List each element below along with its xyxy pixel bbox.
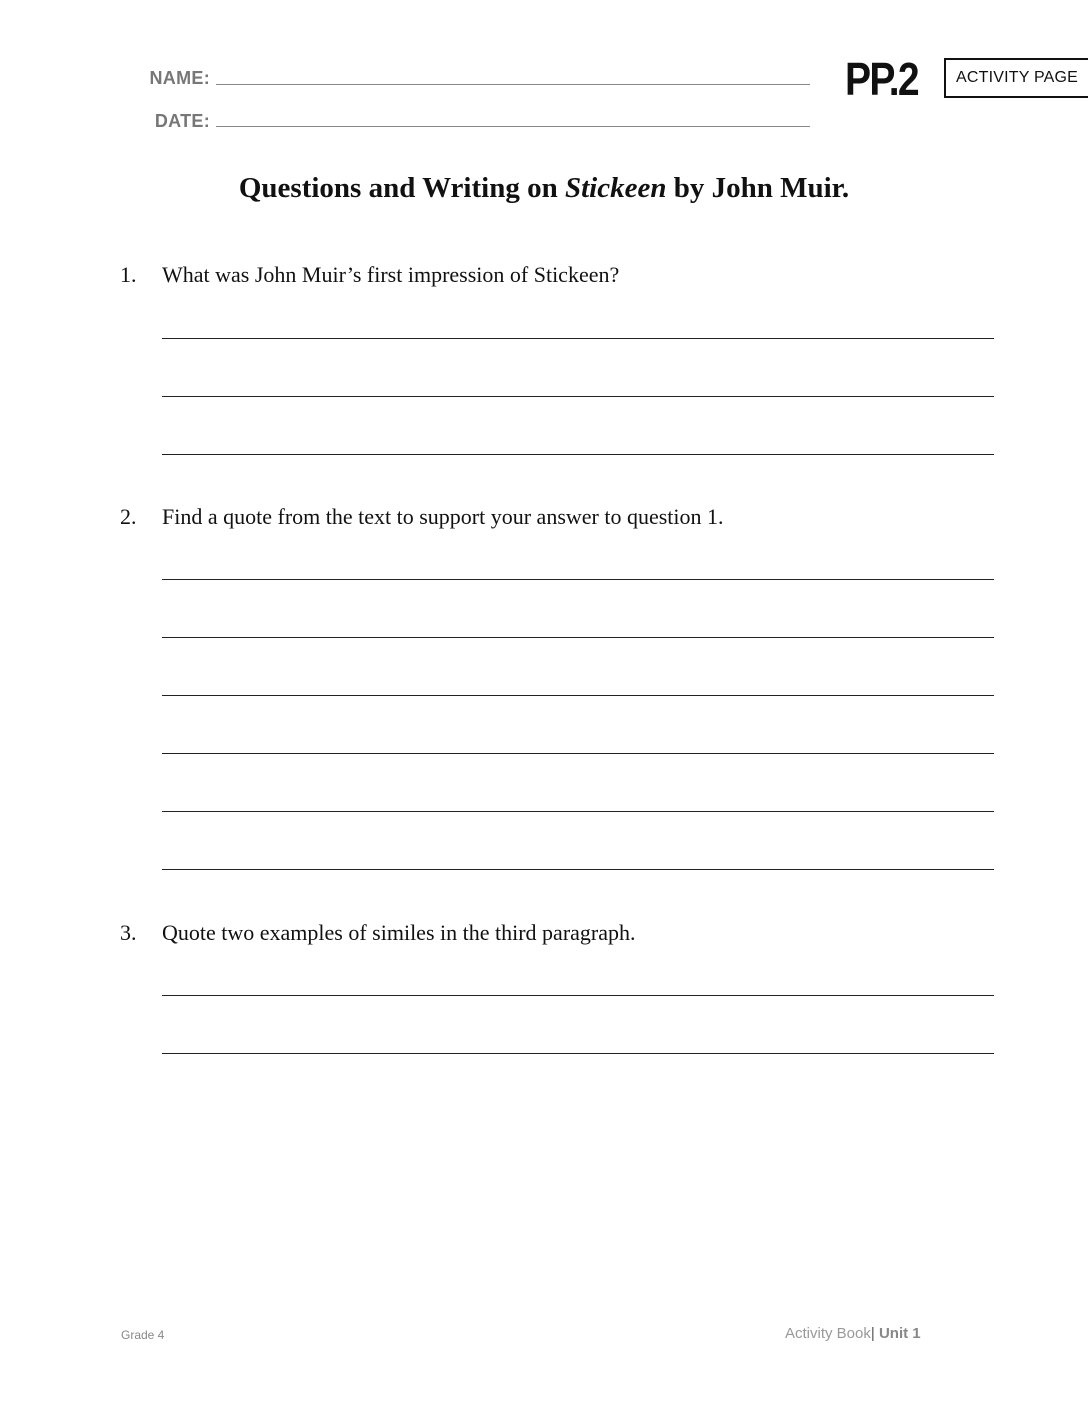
question-3-number: 3. — [120, 920, 137, 945]
question-1-number: 1. — [120, 262, 137, 287]
question-2-answer-line[interactable] — [162, 753, 994, 754]
question-3-answer-line[interactable] — [162, 995, 994, 996]
question-2-number: 2. — [120, 504, 137, 529]
question-2-answer-line[interactable] — [162, 579, 994, 580]
date-label: DATE: — [154, 111, 210, 131]
footer-separator: | — [870, 1325, 875, 1342]
activity-page-badge: ACTIVITY PAGE — [944, 58, 1088, 98]
question-1-answer-line[interactable] — [162, 338, 994, 339]
question-1-answer-line[interactable] — [162, 396, 994, 397]
footer-grade: Grade 4 — [121, 1328, 165, 1342]
question-2-answer-line[interactable] — [162, 695, 994, 696]
title-suffix: by John Muir. — [666, 172, 850, 204]
title-prefix: Questions and Writing on — [238, 172, 565, 204]
title-book-name: Stickeen — [564, 172, 667, 204]
question-2-text: Find a quote from the text to support your answer to question 1. — [162, 504, 724, 529]
footer-book: Activity Book — [785, 1325, 871, 1342]
question-3-text: Quote two examples of similes in the third paragraph. — [162, 920, 636, 945]
footer-book-unit — [785, 1325, 921, 1342]
question-3-answer-line[interactable] — [162, 1053, 994, 1054]
question-1-answer-line[interactable] — [162, 454, 994, 455]
date-field-line[interactable] — [216, 126, 810, 127]
question-2-answer-line[interactable] — [162, 811, 994, 812]
page-title — [0, 172, 1088, 205]
question-1-text: What was John Muir’s first impression of Stickeen? — [162, 262, 620, 287]
question-2-answer-line[interactable] — [162, 869, 994, 870]
footer-unit: Unit 1 — [878, 1325, 921, 1342]
name-field-line[interactable] — [216, 84, 810, 85]
name-label: NAME: — [149, 68, 210, 88]
question-2-answer-line[interactable] — [162, 637, 994, 638]
page-code: PP.2 — [845, 53, 918, 105]
